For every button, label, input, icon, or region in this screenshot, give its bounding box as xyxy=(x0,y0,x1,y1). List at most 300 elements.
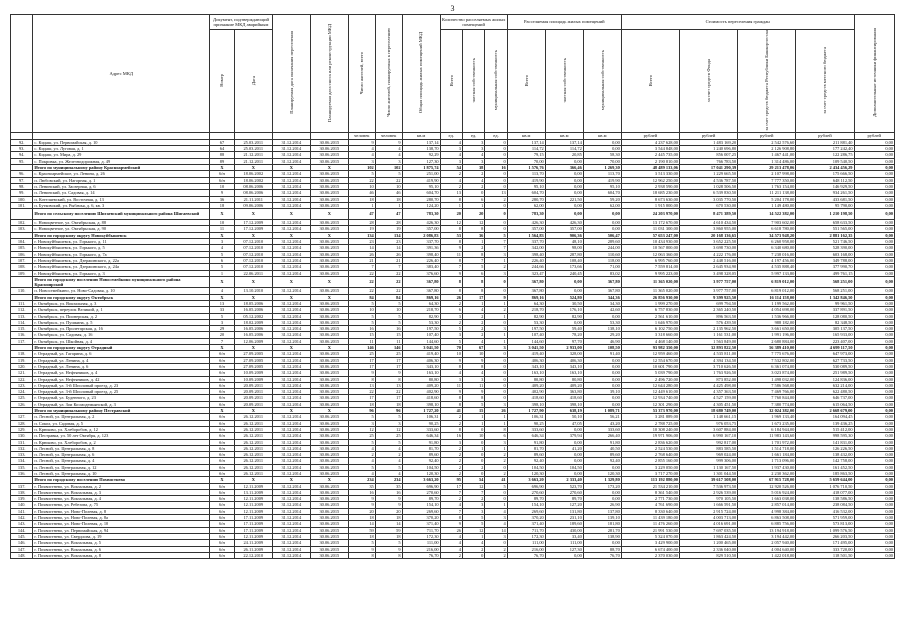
planned-end-cell: 31.12.2014 xyxy=(272,382,310,388)
rooms-private-cell: 10 xyxy=(462,433,484,439)
address-cell: г. Октябрьск, ул. Пролетарская, д. 16 xyxy=(33,326,210,332)
doc-date-cell: 21.11.2011 xyxy=(234,196,272,202)
area-resettled-cell: 76,70 xyxy=(507,552,545,558)
cost-local-cell: 161 452,50 xyxy=(796,464,854,470)
col-area-private: частная собственность xyxy=(545,30,583,133)
rooms-municipal-cell: 1 xyxy=(485,300,507,306)
planned-demolish-cell: 30.06.2015 xyxy=(310,332,348,338)
row-index: 119. xyxy=(11,357,33,363)
rooms-municipal-cell: 0 xyxy=(485,171,507,177)
rooms-total-cell: 9 xyxy=(440,521,462,527)
cost-fund-cell: 6 990 167,10 xyxy=(679,433,737,439)
planned-demolish-cell: 30.06.2015 xyxy=(310,226,348,232)
area-municipal-cell: 0,00 xyxy=(583,496,621,502)
cost-extra-cell: 0,00 xyxy=(854,452,894,458)
area-resettled-cell: 89,70 xyxy=(507,496,545,502)
rooms-private-cell: 4 xyxy=(462,177,484,183)
planned-end-cell: X xyxy=(272,209,310,220)
cost-extra-cell: 0,00 xyxy=(854,251,894,257)
cost-total-cell: 12 063 360,00 xyxy=(621,251,679,257)
rooms-total-cell: 8 xyxy=(440,401,462,407)
cost-fund-cell: 992 817,00 xyxy=(679,439,737,445)
residents-cell: 9 xyxy=(348,496,375,502)
address-cell: г. Похвистнево, ул. Ново-Полевая, д. 10 xyxy=(33,521,210,527)
residents-planned-cell: 9 xyxy=(375,139,402,145)
rooms-municipal-cell: 0 xyxy=(485,370,507,376)
row-index: 146. xyxy=(11,540,33,546)
planned-end-cell: 31.12.2014 xyxy=(272,533,310,539)
planned-end-cell: 31.12.2014 xyxy=(272,471,310,477)
area-municipal-cell: 181,80 xyxy=(583,521,621,527)
cost-fund-cell: 576 439,50 xyxy=(679,319,737,325)
area-resettled-cell: 70,00 xyxy=(507,158,545,164)
residents-planned-cell: 20 xyxy=(375,508,402,514)
residents-cell: 20 xyxy=(348,508,375,514)
area-private-cell: 163,10 xyxy=(545,370,583,376)
area-total-cell: 418,60 xyxy=(402,395,440,401)
area-total-cell: 124,20 xyxy=(402,202,440,208)
cost-regional-cell: 5 016 924,00 xyxy=(738,489,796,495)
cost-extra-cell: 0,00 xyxy=(854,165,894,171)
area-total-cell: 343,10 xyxy=(402,363,440,369)
residents-cell: 5 xyxy=(348,464,375,470)
address-cell: г. Похвистнево, ул. Первомайская, д. 94 xyxy=(33,527,210,533)
planned-demolish-cell: 30.06.2015 xyxy=(310,270,348,276)
row-index: 96. xyxy=(11,171,33,177)
rooms-municipal-cell: 3 xyxy=(485,251,507,257)
cost-local-cell: 418 077,00 xyxy=(796,489,854,495)
residents-planned-cell: 18 xyxy=(375,196,402,202)
cost-extra-cell: 0,00 xyxy=(854,307,894,313)
residents-cell: 5 xyxy=(348,319,375,325)
cost-total-cell: 4 761 690,00 xyxy=(621,502,679,508)
cost-regional-cell: 2 680 884,00 xyxy=(738,338,796,344)
residents-cell: 3 xyxy=(348,420,375,426)
planned-demolish-cell: 30.06.2015 xyxy=(310,464,348,470)
area-total-cell: 154,10 xyxy=(402,502,440,508)
cost-local-cell: 658 633,50 xyxy=(796,220,854,226)
rooms-total-cell: 12 xyxy=(440,220,462,226)
rooms-total-cell: 2 xyxy=(440,464,462,470)
planned-end-cell: 31.12.2014 xyxy=(272,357,310,363)
rooms-municipal-cell: 3 xyxy=(485,345,507,351)
doc-number-cell: X xyxy=(210,477,235,483)
area-private-cell: 406,30 xyxy=(545,357,583,363)
cost-total-cell: 21 991 530,00 xyxy=(621,527,679,533)
planned-end-cell: 31.12.2014 xyxy=(272,370,310,376)
cost-extra-cell: 0,00 xyxy=(854,527,894,533)
area-municipal-cell: 120,30 xyxy=(583,471,621,477)
area-total-cell: 92,29 xyxy=(402,152,440,158)
cost-fund-cell: 20 168 136,65 xyxy=(679,232,737,238)
rooms-municipal-cell: 0 xyxy=(485,226,507,232)
cost-regional-cell: 1 498 032,00 xyxy=(738,376,796,382)
rooms-private-cell: 1 xyxy=(462,420,484,426)
cost-total-cell: 3 513 330,00 xyxy=(621,171,679,177)
row-index: 128. xyxy=(11,420,33,426)
row-index: 139. xyxy=(11,496,33,502)
area-resettled-cell: 114,72 xyxy=(507,146,545,152)
col-residents: Число жителей, всего xyxy=(348,15,375,133)
cost-regional-cell: 2 857 014,00 xyxy=(738,502,796,508)
doc-date-cell: 08.06.2006 xyxy=(234,183,272,189)
rooms-municipal-cell: 0 xyxy=(485,288,507,294)
rooms-private-cell: 4 xyxy=(462,338,484,344)
rooms-municipal-cell: 0 xyxy=(485,464,507,470)
doc-number-cell: 89 xyxy=(210,158,235,164)
cost-total-cell: 2 938 590,00 xyxy=(621,183,679,189)
rooms-private-cell: 5 xyxy=(462,515,484,521)
planned-end-cell: 31.12.2014 xyxy=(272,288,310,294)
area-municipal-cell: 0,00 xyxy=(583,382,621,388)
row-index: 143. xyxy=(11,521,33,527)
cost-regional-cell: 34 573 948,20 xyxy=(738,232,796,238)
address-cell: г. Похвистнево, ул. Вокзальная, д. 6 xyxy=(33,546,210,552)
cost-regional-cell: 6 819 012,00 xyxy=(738,276,796,288)
doc-number-cell: X xyxy=(210,345,235,351)
area-resettled-cell: 163,10 xyxy=(507,370,545,376)
planned-demolish-cell: 30.06.2015 xyxy=(310,357,348,363)
rooms-private-cell: 12 xyxy=(462,483,484,489)
rooms-municipal-cell: 13 xyxy=(485,190,507,196)
area-resettled-cell: 3 663,20 xyxy=(507,477,545,483)
planned-demolish-cell: 30.06.2015 xyxy=(310,139,348,145)
doc-number-cell: 5 xyxy=(210,313,235,319)
group-total-row xyxy=(11,209,895,220)
area-total-cell: 251,00 xyxy=(402,171,440,177)
cost-local-cell: 349 788,00 xyxy=(796,257,854,263)
address-cell: п. Лесной, ул. Центральная, д. 2 xyxy=(33,414,210,420)
rooms-municipal-cell: 3 xyxy=(485,270,507,276)
row-index xyxy=(11,209,33,220)
cost-total-cell: 5 324 070,00 xyxy=(621,533,679,539)
row-index: 136. xyxy=(11,471,33,477)
residents-cell: 22 xyxy=(348,177,375,183)
area-private-cell: 343,10 xyxy=(545,363,583,369)
rooms-municipal-cell: 1 xyxy=(485,502,507,508)
address-cell: г. Октябрьск, ул. Пионерская, д. 2 xyxy=(33,313,210,319)
cost-fund-cell: 6 539 830,50 xyxy=(679,190,737,196)
cost-local-cell: 2 881 162,35 xyxy=(796,232,854,238)
row-index: 138. xyxy=(11,489,33,495)
area-resettled-cell: 357,00 xyxy=(507,226,545,232)
residents-planned-cell: 7 xyxy=(375,264,402,270)
planned-demolish-cell: 30.06.2015 xyxy=(310,220,348,226)
residents-cell: 18 xyxy=(348,401,375,407)
cost-fund-cell: 2 926 539,00 xyxy=(679,489,737,495)
cost-local-cell: 109 540,50 xyxy=(796,158,854,164)
cost-total-cell: 8 673 630,00 xyxy=(621,196,679,202)
cost-local-cell: 528 390,00 xyxy=(796,245,854,251)
cost-local-cell: 266 203,50 xyxy=(796,533,854,539)
address-cell: Итого по городскому поселению Похвистнево xyxy=(33,477,210,483)
cost-total-cell: 3 229 050,00 xyxy=(621,464,679,470)
planned-end-cell: 31.12.2014 xyxy=(272,338,310,344)
residents-cell: 5 xyxy=(348,439,375,445)
area-municipal-cell: 76,70 xyxy=(583,552,621,558)
doc-date-cell: 13.10.2010 xyxy=(234,288,272,294)
cost-regional-cell: 1 673 235,00 xyxy=(738,420,796,426)
residents-planned-cell: 5 xyxy=(375,313,402,319)
rooms-total-cell: 95 xyxy=(440,477,462,483)
row-index: 105. xyxy=(11,245,33,251)
cost-extra-cell: 0,00 xyxy=(854,190,894,196)
address-cell: г. Новокуйбышевск, ул. Дзержинского, д. 22а xyxy=(33,257,210,263)
doc-date-cell: 17.11.2009 xyxy=(234,515,272,521)
cost-total-cell: 2 855 160,00 xyxy=(621,458,679,464)
row-index: 127. xyxy=(11,414,33,420)
planned-end-cell: X xyxy=(272,276,310,288)
row-index: 92. xyxy=(11,139,33,145)
address-cell: г. Новокуйбышевск, ул. Дзержинского, д. 24а xyxy=(33,264,210,270)
area-private-cell: 47,05 xyxy=(545,420,583,426)
row-index: 100. xyxy=(11,196,33,202)
address-cell: г. Октябрьск, ул. Шкойная, д. 4 xyxy=(33,338,210,344)
planned-demolish-cell: 30.06.2015 xyxy=(310,376,348,382)
area-private-cell: 231,10 xyxy=(545,515,583,521)
area-municipal-cell: 88,70 xyxy=(583,546,621,552)
planned-demolish-cell: 30.06.2015 xyxy=(310,363,348,369)
cost-local-cell: 499 761,15 xyxy=(796,270,854,276)
area-private-cell: 50,10 xyxy=(545,414,583,420)
cost-local-cell: 99 961,50 xyxy=(796,300,854,306)
area-resettled-cell: 79,15 xyxy=(507,152,545,158)
residents-planned-cell: 5 xyxy=(375,439,402,445)
area-municipal-cell: 0,00 xyxy=(583,464,621,470)
cost-local-cell: 337 891,50 xyxy=(796,307,854,313)
residents-planned-cell: 4 xyxy=(375,152,402,158)
planned-end-cell: 31.12.2014 xyxy=(272,420,310,426)
cost-extra-cell: 0,00 xyxy=(854,496,894,502)
planned-demolish-cell: 30.06.2015 xyxy=(310,326,348,332)
residents-planned-cell: 21 xyxy=(375,257,402,263)
cost-fund-cell: 7 536 973,50 xyxy=(679,483,737,489)
residents-cell: 18 xyxy=(348,196,375,202)
col-index xyxy=(11,15,33,133)
address-cell: г. Похвистнево, ул. Вокзальная, д. 2 xyxy=(33,483,210,489)
planned-end-cell: 31.12.2014 xyxy=(272,515,310,521)
rooms-municipal-cell: 7 xyxy=(485,239,507,245)
residents-cell: 17 xyxy=(348,395,375,401)
cost-total-cell: 2 370 030,00 xyxy=(621,552,679,558)
rooms-private-cell: 0 xyxy=(462,458,484,464)
planned-demolish-cell: X xyxy=(310,232,348,238)
area-resettled-cell: 418,60 xyxy=(507,395,545,401)
cost-local-cell: 95 790,00 xyxy=(796,202,854,208)
rooms-private-cell: 2 xyxy=(462,464,484,470)
area-municipal-cell: 113,70 xyxy=(583,171,621,177)
col-area-total-resettled: Всего xyxy=(507,30,545,133)
row-index: 94. xyxy=(11,152,33,158)
residents-planned-cell: 3 xyxy=(375,420,402,426)
cost-local-cell: 615 064,50 xyxy=(796,401,854,407)
rooms-municipal-cell: 6 xyxy=(485,433,507,439)
doc-number-cell: б/н xyxy=(210,395,235,401)
rooms-total-cell: 4 xyxy=(440,152,462,158)
area-resettled-cell: 197,50 xyxy=(507,326,545,332)
rooms-municipal-cell: 0 xyxy=(485,395,507,401)
residents-planned-cell: 18 xyxy=(375,533,402,539)
planned-demolish-cell: 30.06.2015 xyxy=(310,445,348,451)
cost-local-cell: 139 436,25 xyxy=(796,420,854,426)
area-resettled-cell: 1 576,76 xyxy=(507,165,545,171)
area-total-cell: 383,40 xyxy=(402,264,440,270)
area-municipal-cell: 244,00 xyxy=(583,245,621,251)
cost-total-cell: 21 534 210,00 xyxy=(621,483,679,489)
planned-demolish-cell: 30.06.2015 xyxy=(310,177,348,183)
cost-local-cell: 2 434 456,29 xyxy=(796,165,854,171)
cost-extra-cell: 0,00 xyxy=(854,483,894,489)
area-municipal-cell: 118,00 xyxy=(583,257,621,263)
rooms-total-cell: 26 xyxy=(440,527,462,533)
rooms-municipal-cell: 0 xyxy=(485,376,507,382)
area-municipal-cell: 0,00 xyxy=(583,209,621,220)
cost-regional-cell: 1 314 486,00 xyxy=(738,158,796,164)
rooms-total-cell: 2 xyxy=(440,319,462,325)
area-private-cell: 108,40 xyxy=(545,257,583,263)
doc-date-cell: 27.09.2005 xyxy=(234,363,272,369)
cost-total-cell: 11 365 020,00 xyxy=(621,276,679,288)
doc-date-cell: 17.11.2009 xyxy=(234,527,272,533)
planned-demolish-cell: 30.06.2015 xyxy=(310,300,348,306)
doc-date-cell: 21.12.2011 xyxy=(234,152,272,158)
planned-end-cell: 31.12.2014 xyxy=(272,552,310,558)
rooms-municipal-cell: 5 xyxy=(485,483,507,489)
cost-total-cell: 1 915 800,00 xyxy=(621,202,679,208)
address-cell: Итого по городскому поселению Новосемейкино муниципального района Красноярский xyxy=(33,276,210,288)
cost-regional-cell: 7 775 676,00 xyxy=(738,351,796,357)
cost-extra-cell: 0,00 xyxy=(854,546,894,552)
area-private-cell: 366,46 xyxy=(545,165,583,171)
cost-total-cell: 4 468 140,00 xyxy=(621,338,679,344)
cost-local-cell: 632 214,00 xyxy=(796,382,854,388)
cost-extra-cell: 0,00 xyxy=(854,376,894,382)
residents-cell: 23 xyxy=(348,239,375,245)
cost-local-cell: 177 242,40 xyxy=(796,146,854,152)
rooms-municipal-cell: 3 xyxy=(485,515,507,521)
cost-extra-cell: 0,00 xyxy=(854,146,894,152)
rooms-private-cell: 8 xyxy=(462,251,484,257)
rooms-total-cell: 3 xyxy=(440,376,462,382)
cost-extra-cell: 0,00 xyxy=(854,464,894,470)
rooms-private-cell: 10 xyxy=(462,351,484,357)
address-cell: п. Крюково, ул. Хлеборобов, д. 12 xyxy=(33,426,210,432)
address-cell: г. Октябрьск, ул. Вокзальная, д. 3 xyxy=(33,300,210,306)
rooms-total-cell: 7 xyxy=(440,489,462,495)
area-resettled-cell: 137,14 xyxy=(507,139,545,145)
cost-extra-cell: 0,00 xyxy=(854,319,894,325)
planned-end-cell: 31.12.2014 xyxy=(272,546,310,552)
area-total-cell: 106,31 xyxy=(402,414,440,420)
planned-end-cell: 31.12.2014 xyxy=(272,196,310,202)
cost-extra-cell: 0,00 xyxy=(854,552,894,558)
cost-total-cell: 8 330 640,00 xyxy=(621,508,679,514)
area-resettled-cell: 154,10 xyxy=(507,502,545,508)
doc-number-cell: 36 xyxy=(210,196,235,202)
planned-demolish-cell: 30.06.2015 xyxy=(310,483,348,489)
planned-demolish-cell: 30.06.2015 xyxy=(310,313,348,319)
planned-demolish-cell: X xyxy=(310,477,348,483)
doc-date-cell: 13.11.2009 xyxy=(234,489,272,495)
residents-cell: 5 xyxy=(348,171,375,177)
residents-planned-cell: 26 xyxy=(375,251,402,257)
address-cell: г. Похвистнево, ул. Вокзальная, д. 5 xyxy=(33,540,210,546)
rooms-private-cell: 8 xyxy=(462,288,484,294)
residents-planned-cell: 9 xyxy=(375,546,402,552)
area-resettled-cell: 402,90 xyxy=(507,389,545,395)
rooms-private-cell: 12 xyxy=(462,220,484,226)
area-total-cell: 402,90 xyxy=(402,389,440,395)
area-private-cell: 0,00 xyxy=(545,319,583,325)
doc-date-cell: 07.12.2010 xyxy=(234,239,272,245)
cost-local-cell: 124 836,00 xyxy=(796,376,854,382)
address-cell: г. Октябрьск, ул. Садовая, д. 16 xyxy=(33,332,210,338)
area-private-cell: 137,14 xyxy=(545,139,583,145)
row-index: 98. xyxy=(11,183,33,189)
residents-cell: 5 xyxy=(348,300,375,306)
rooms-total-cell: 2 xyxy=(440,471,462,477)
cost-regional-cell: 6 863 508,00 xyxy=(738,515,796,521)
area-private-cell: 176,10 xyxy=(545,307,583,313)
area-private-cell: 357,00 xyxy=(545,226,583,232)
planned-demolish-cell: 30.06.2015 xyxy=(310,288,348,294)
doc-date-cell: 18.05.2006 xyxy=(234,300,272,306)
area-private-cell: 0,00 xyxy=(545,177,583,183)
address-cell: п. Любовский, ул. Нагорная, д. 1 xyxy=(33,177,210,183)
cost-total-cell: 18 685 230,00 xyxy=(621,190,679,196)
rooms-private-cell: 38 xyxy=(462,165,484,171)
rooms-private-cell: 4 xyxy=(462,307,484,313)
planned-end-cell: 31.12.2014 xyxy=(272,158,310,164)
cost-local-cell: 934 261,50 xyxy=(796,190,854,196)
cost-total-cell: 2 788 725,00 xyxy=(621,420,679,426)
rooms-municipal-cell: 3 xyxy=(485,533,507,539)
rooms-total-cell: 4 xyxy=(440,177,462,183)
area-municipal-cell: 138,10 xyxy=(583,326,621,332)
planned-end-cell: 31.12.2014 xyxy=(272,433,310,439)
cost-extra-cell: 0,00 xyxy=(854,477,894,483)
area-municipal-cell: 137,80 xyxy=(583,508,621,514)
residents-planned-cell: 5 xyxy=(375,171,402,177)
doc-date-cell: X xyxy=(234,276,272,288)
planned-demolish-cell: X xyxy=(310,408,348,414)
cost-total-cell: 12 644 280,00 xyxy=(621,382,679,388)
planned-end-cell: 31.12.2014 xyxy=(272,332,310,338)
rooms-municipal-cell: 1 xyxy=(485,414,507,420)
area-resettled-cell: 244,66 xyxy=(507,264,545,270)
rooms-total-cell: 2 xyxy=(440,171,462,177)
residents-cell: 7 xyxy=(348,264,375,270)
cost-fund-cell: 883 585,50 xyxy=(679,445,737,451)
area-private-cell: 127,20 xyxy=(545,502,583,508)
col-cost-group: Стоимость переселения граждан xyxy=(621,15,854,30)
area-private-cell: 82,90 xyxy=(545,313,583,319)
cost-regional-cell: 1 149 480,00 xyxy=(738,202,796,208)
cost-local-cell: 603 168,00 xyxy=(796,251,854,257)
rooms-private-cell: 3 xyxy=(462,508,484,514)
residents-cell: 35 xyxy=(348,483,375,489)
rooms-total-cell: 9 xyxy=(440,270,462,276)
cost-fund-cell: 1 763 926,50 xyxy=(679,370,737,376)
planned-end-cell: X xyxy=(272,165,310,171)
doc-date-cell: X xyxy=(234,232,272,238)
doc-number-cell: X xyxy=(210,165,235,171)
row-index: 120. xyxy=(11,363,33,369)
cost-fund-cell: 1 301 044,50 xyxy=(679,471,737,477)
area-total-cell: 604,70 xyxy=(402,190,440,196)
residents-cell: 47 xyxy=(348,209,375,220)
residents-cell: 25 xyxy=(348,351,375,357)
